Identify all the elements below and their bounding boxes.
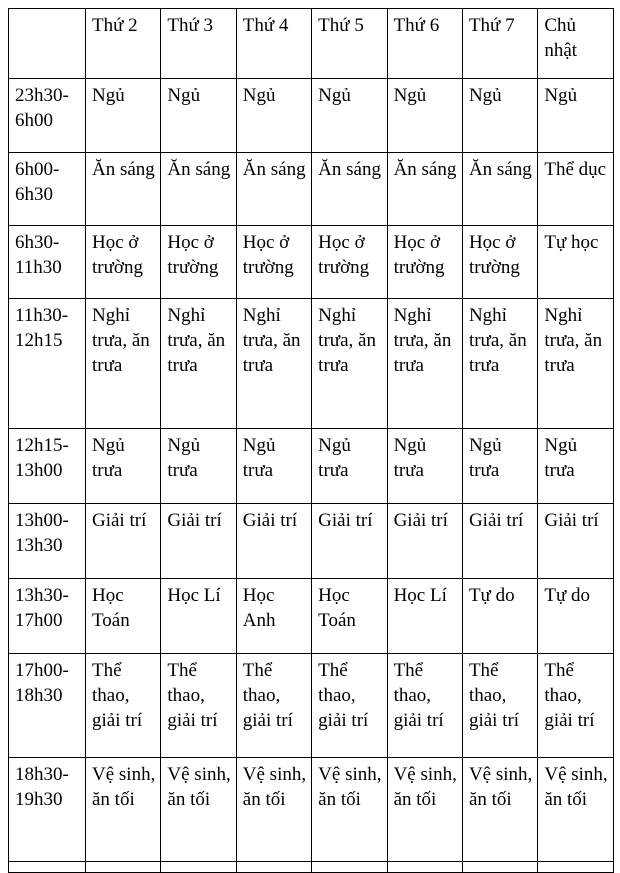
activity-cell: Vệ sinh, ăn tối [86,758,161,862]
activity-cell: Ngủ trưa [387,429,462,504]
activity-cell: Ăn sáng [312,153,387,226]
activity-cell: Giải trí [236,504,311,579]
table-row [9,654,614,758]
activity-cell: Ngủ [312,79,387,153]
activity-cell: Vệ sinh, ăn tối [236,758,311,862]
activity-cell: Ăn sáng [86,153,161,226]
time-slot-label: 12h15-13h00 [9,429,86,504]
activity-cell [387,862,462,873]
activity-cell: Thể thao, giải trí [86,654,161,758]
day-header-thu-6: Thứ 6 [387,9,462,79]
activity-cell: Học Lí [161,579,236,654]
activity-cell: Học Toán [312,579,387,654]
table-row [9,79,614,153]
activity-cell: Học Anh [236,579,311,654]
activity-cell [86,862,161,873]
activity-cell [538,862,613,873]
weekly-schedule-table [8,8,614,873]
activity-cell: Ngủ [538,79,613,153]
time-slot-label: 23h30-6h00 [9,79,86,153]
activity-cell: Vệ sinh, ăn tối [462,758,537,862]
day-header-chu-nhat: Chủ nhật [538,9,613,79]
activity-cell: Ăn sáng [236,153,311,226]
activity-cell: Học ở trường [387,226,462,299]
activity-cell: Ăn sáng [387,153,462,226]
time-slot-label [9,862,86,873]
activity-cell: Giải trí [387,504,462,579]
table-row-truncated [9,862,614,873]
table-row [9,758,614,862]
activity-cell: Tự do [538,579,613,654]
activity-cell [462,862,537,873]
activity-cell: Nghỉ trưa, ăn trưa [236,299,311,429]
corner-cell [9,9,86,79]
activity-cell: Nghỉ trưa, ăn trưa [161,299,236,429]
activity-cell: Vệ sinh, ăn tối [312,758,387,862]
activity-cell: Thể thao, giải trí [538,654,613,758]
table-row [9,429,614,504]
activity-cell: Tự học [538,226,613,299]
activity-cell: Ăn sáng [462,153,537,226]
activity-cell: Ngủ [161,79,236,153]
activity-cell: Ngủ trưa [86,429,161,504]
activity-cell: Vệ sinh, ăn tối [538,758,613,862]
table-row [9,504,614,579]
activity-cell: Ngủ [236,79,311,153]
activity-cell: Tự do [462,579,537,654]
activity-cell: Vệ sinh, ăn tối [387,758,462,862]
activity-cell: Học ở trường [236,226,311,299]
time-slot-label: 13h30-17h00 [9,579,86,654]
activity-cell: Thể thao, giải trí [387,654,462,758]
time-slot-label: 17h00-18h30 [9,654,86,758]
time-slot-label: 6h00-6h30 [9,153,86,226]
activity-cell: Học ở trường [161,226,236,299]
activity-cell: Nghỉ trưa, ăn trưa [387,299,462,429]
activity-cell: Giải trí [161,504,236,579]
activity-cell: Ngủ [387,79,462,153]
day-header-thu-4: Thứ 4 [236,9,311,79]
table-row [9,579,614,654]
activity-cell: Nghỉ trưa, ăn trưa [538,299,613,429]
activity-cell: Thể thao, giải trí [236,654,311,758]
activity-cell: Thể thao, giải trí [161,654,236,758]
time-slot-label: 6h30-11h30 [9,226,86,299]
activity-cell: Học ở trường [462,226,537,299]
activity-cell: Giải trí [86,504,161,579]
table-row [9,153,614,226]
time-slot-label: 18h30-19h30 [9,758,86,862]
activity-cell: Nghỉ trưa, ăn trưa [312,299,387,429]
table-header-row [9,9,614,79]
activity-cell: Ngủ [86,79,161,153]
day-header-thu-3: Thứ 3 [161,9,236,79]
activity-cell: Giải trí [462,504,537,579]
activity-cell: Vệ sinh, ăn tối [161,758,236,862]
day-header-thu-2: Thứ 2 [86,9,161,79]
activity-cell: Ngủ trưa [538,429,613,504]
activity-cell: Ngủ [462,79,537,153]
day-header-thu-5: Thứ 5 [312,9,387,79]
activity-cell [236,862,311,873]
activity-cell: Ngủ trưa [236,429,311,504]
activity-cell: Học ở trường [86,226,161,299]
activity-cell [312,862,387,873]
activity-cell: Thể dục [538,153,613,226]
activity-cell: Thể thao, giải trí [312,654,387,758]
table-row [9,299,614,429]
table-row [9,226,614,299]
activity-cell: Nghỉ trưa, ăn trưa [462,299,537,429]
activity-cell: Nghỉ trưa, ăn trưa [86,299,161,429]
activity-cell: Giải trí [538,504,613,579]
activity-cell: Thể thao, giải trí [462,654,537,758]
activity-cell: Học Lí [387,579,462,654]
time-slot-label: 11h30-12h15 [9,299,86,429]
activity-cell: Học Toán [86,579,161,654]
activity-cell: Học ở trường [312,226,387,299]
activity-cell: Ngủ trưa [312,429,387,504]
activity-cell: Ăn sáng [161,153,236,226]
day-header-thu-7: Thứ 7 [462,9,537,79]
activity-cell [161,862,236,873]
activity-cell: Ngủ trưa [462,429,537,504]
time-slot-label: 13h00-13h30 [9,504,86,579]
activity-cell: Giải trí [312,504,387,579]
activity-cell: Ngủ trưa [161,429,236,504]
